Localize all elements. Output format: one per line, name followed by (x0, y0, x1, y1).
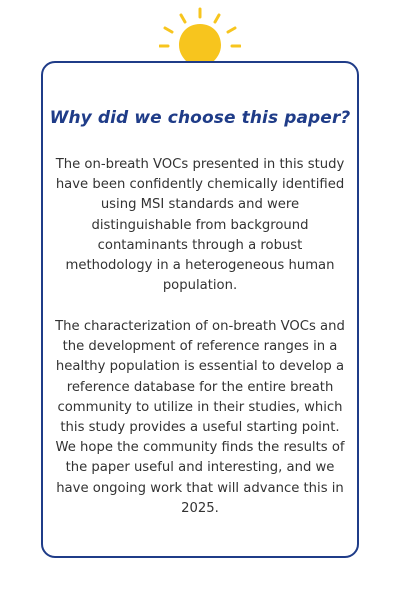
paragraph-rationale: The on-breath VOCs presented in this study have been confidently chemically identified using MSI standards and were distinguishable from background contaminants through a robust methodology in a heterogeneous human population. (55, 157, 345, 294)
paragraph-significance: The characterization of on-breath VOCs and the development of reference ranges in a healthy population is essential to develop a reference database for the entire breath community to utilize in their studies, which this study provides a useful starting point. We hope the community finds the results of the paper useful and interesting, and we have ongoing work that will advance this in 2025. (55, 319, 345, 516)
info-card (41, 61, 359, 558)
card-heading: Why did we choose this paper? (49, 108, 351, 128)
